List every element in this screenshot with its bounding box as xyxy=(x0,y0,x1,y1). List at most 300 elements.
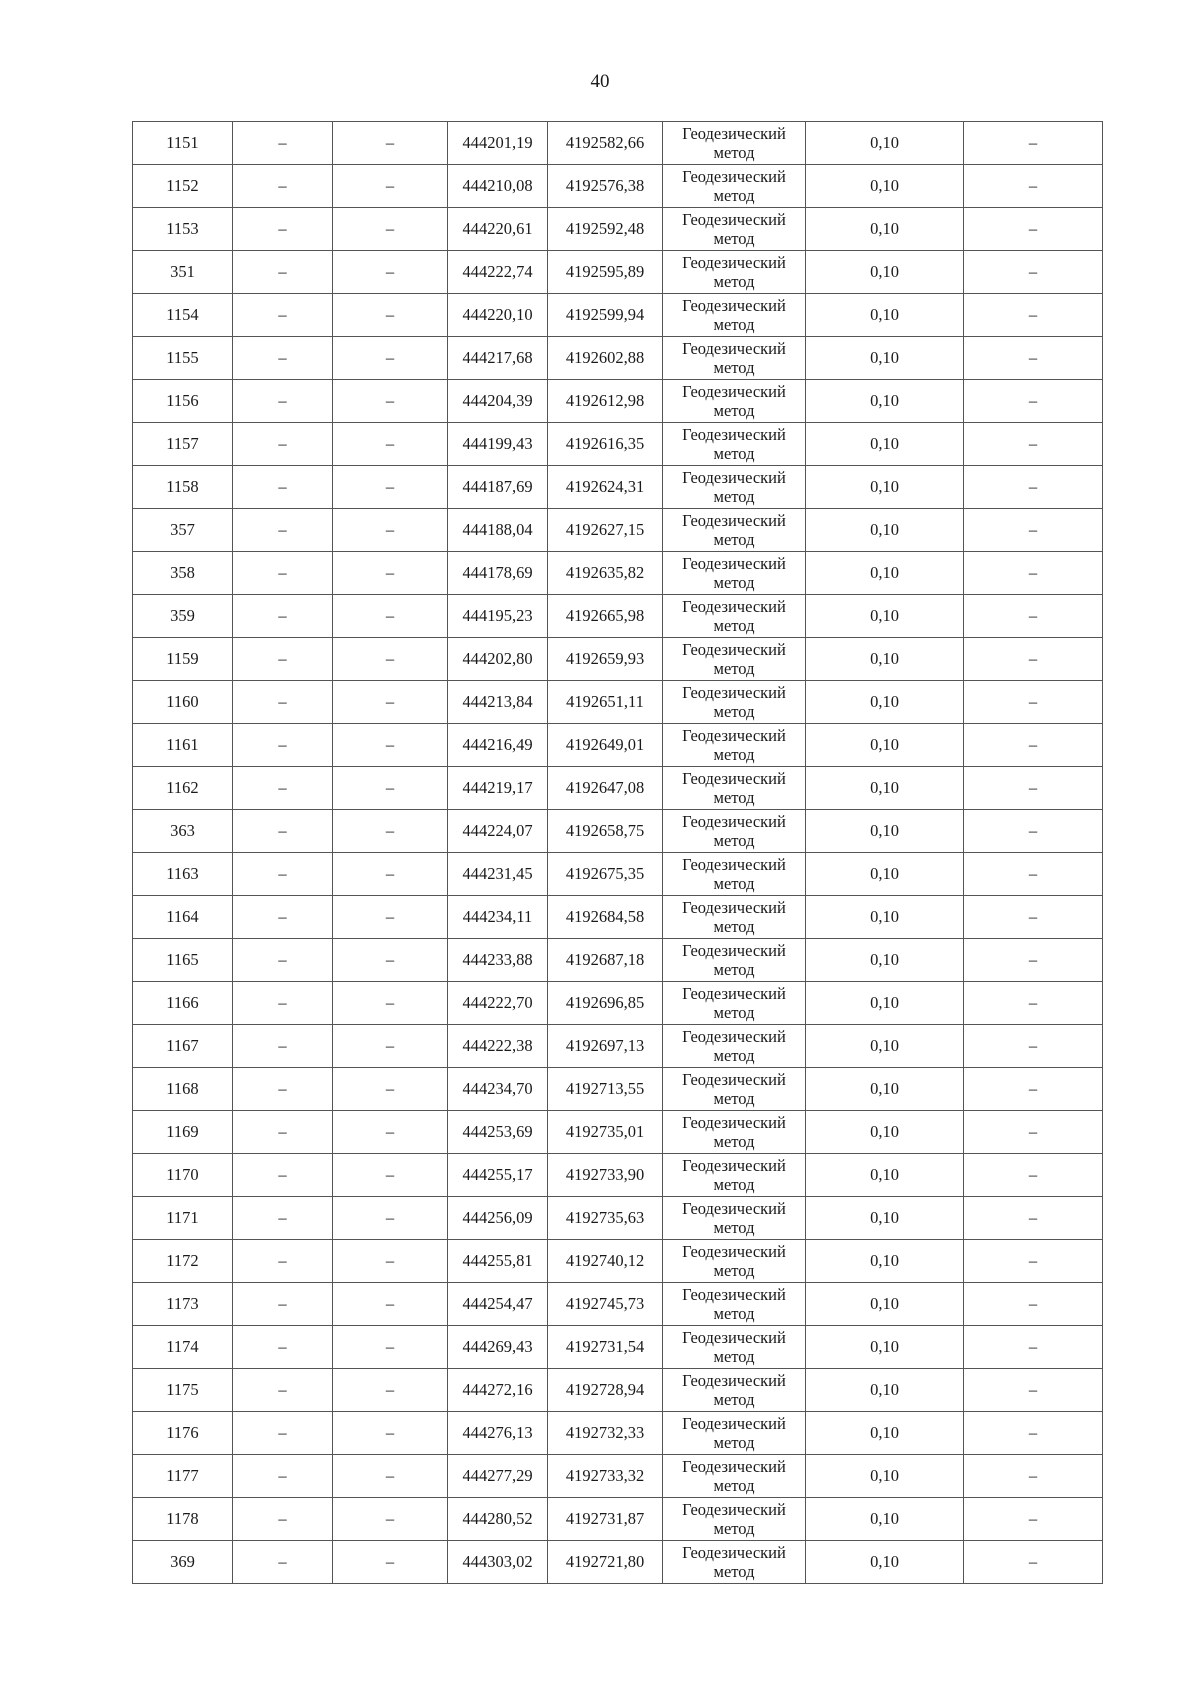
method-line-2: метод xyxy=(713,186,755,205)
method-line-2: метод xyxy=(713,917,755,936)
point-number: 1162 xyxy=(133,767,233,810)
method-line-1: Геодезический xyxy=(682,1457,786,1476)
dash-cell-3: – xyxy=(964,122,1103,165)
table-row xyxy=(133,1111,1103,1154)
accuracy-value: 0,10 xyxy=(806,122,964,165)
method-line-1: Геодезический xyxy=(682,339,786,358)
x-coordinate: 444276,13 xyxy=(448,1412,548,1455)
x-coordinate: 444195,23 xyxy=(448,595,548,638)
table-row xyxy=(133,337,1103,380)
dash-cell-2: – xyxy=(333,1541,448,1584)
accuracy-value: 0,10 xyxy=(806,724,964,767)
accuracy-value: 0,10 xyxy=(806,251,964,294)
y-coordinate: 4192735,01 xyxy=(548,1111,663,1154)
dash-cell-2: – xyxy=(333,1326,448,1369)
y-coordinate: 4192684,58 xyxy=(548,896,663,939)
method-cell xyxy=(663,810,806,853)
table-row xyxy=(133,251,1103,294)
y-coordinate: 4192697,13 xyxy=(548,1025,663,1068)
table-row xyxy=(133,1283,1103,1326)
method-cell xyxy=(663,337,806,380)
method-cell xyxy=(663,1283,806,1326)
table-row xyxy=(133,423,1103,466)
dash-cell-1: – xyxy=(233,1197,333,1240)
dash-cell-2: – xyxy=(333,466,448,509)
dash-cell-3: – xyxy=(964,337,1103,380)
dash-cell-1: – xyxy=(233,251,333,294)
y-coordinate: 4192624,31 xyxy=(548,466,663,509)
y-coordinate: 4192602,88 xyxy=(548,337,663,380)
dash-cell-1: – xyxy=(233,681,333,724)
point-number: 1160 xyxy=(133,681,233,724)
dash-cell-2: – xyxy=(333,1197,448,1240)
point-number: 1174 xyxy=(133,1326,233,1369)
method-line-2: метод xyxy=(713,315,755,334)
table-body xyxy=(133,122,1103,1584)
method-line-1: Геодезический xyxy=(682,769,786,788)
dash-cell-3: – xyxy=(964,1412,1103,1455)
dash-cell-3: – xyxy=(964,853,1103,896)
method-line-1: Геодезический xyxy=(682,1156,786,1175)
point-number: 357 xyxy=(133,509,233,552)
dash-cell-3: – xyxy=(964,380,1103,423)
dash-cell-2: – xyxy=(333,724,448,767)
table-row xyxy=(133,1025,1103,1068)
method-line-1: Геодезический xyxy=(682,984,786,1003)
dash-cell-3: – xyxy=(964,1111,1103,1154)
table-row xyxy=(133,1197,1103,1240)
dash-cell-1: – xyxy=(233,1369,333,1412)
dash-cell-1: – xyxy=(233,165,333,208)
method-line-1: Геодезический xyxy=(682,1285,786,1304)
method-line-1: Геодезический xyxy=(682,468,786,487)
table-row xyxy=(133,466,1103,509)
dash-cell-3: – xyxy=(964,595,1103,638)
method-cell xyxy=(663,380,806,423)
accuracy-value: 0,10 xyxy=(806,423,964,466)
method-cell xyxy=(663,466,806,509)
point-number: 1177 xyxy=(133,1455,233,1498)
y-coordinate: 4192576,38 xyxy=(548,165,663,208)
method-line-1: Геодезический xyxy=(682,382,786,401)
table-row xyxy=(133,1498,1103,1541)
accuracy-value: 0,10 xyxy=(806,294,964,337)
method-cell xyxy=(663,681,806,724)
method-cell xyxy=(663,1240,806,1283)
point-number: 1169 xyxy=(133,1111,233,1154)
dash-cell-2: – xyxy=(333,853,448,896)
accuracy-value: 0,10 xyxy=(806,1369,964,1412)
method-line-1: Геодезический xyxy=(682,683,786,702)
y-coordinate: 4192649,01 xyxy=(548,724,663,767)
x-coordinate: 444204,39 xyxy=(448,380,548,423)
dash-cell-3: – xyxy=(964,1068,1103,1111)
dash-cell-3: – xyxy=(964,982,1103,1025)
method-line-1: Геодезический xyxy=(682,554,786,573)
dash-cell-1: – xyxy=(233,939,333,982)
point-number: 1151 xyxy=(133,122,233,165)
dash-cell-3: – xyxy=(964,896,1103,939)
dash-cell-3: – xyxy=(964,294,1103,337)
method-line-1: Геодезический xyxy=(682,1113,786,1132)
dash-cell-2: – xyxy=(333,165,448,208)
dash-cell-1: – xyxy=(233,294,333,337)
dash-cell-2: – xyxy=(333,1412,448,1455)
method-line-1: Геодезический xyxy=(682,1371,786,1390)
method-cell xyxy=(663,896,806,939)
x-coordinate: 444234,70 xyxy=(448,1068,548,1111)
point-number: 1152 xyxy=(133,165,233,208)
point-number: 1176 xyxy=(133,1412,233,1455)
point-number: 359 xyxy=(133,595,233,638)
dash-cell-1: – xyxy=(233,982,333,1025)
x-coordinate: 444255,17 xyxy=(448,1154,548,1197)
method-line-1: Геодезический xyxy=(682,640,786,659)
method-line-2: метод xyxy=(713,530,755,549)
dash-cell-1: – xyxy=(233,337,333,380)
point-number: 363 xyxy=(133,810,233,853)
dash-cell-1: – xyxy=(233,724,333,767)
method-cell xyxy=(663,1541,806,1584)
accuracy-value: 0,10 xyxy=(806,1154,964,1197)
method-line-2: метод xyxy=(713,444,755,463)
table-row xyxy=(133,294,1103,337)
method-line-2: метод xyxy=(713,788,755,807)
method-line-1: Геодезический xyxy=(682,511,786,530)
method-cell xyxy=(663,1068,806,1111)
method-line-2: метод xyxy=(713,1347,755,1366)
table-row xyxy=(133,1240,1103,1283)
point-number: 1153 xyxy=(133,208,233,251)
accuracy-value: 0,10 xyxy=(806,982,964,1025)
x-coordinate: 444220,61 xyxy=(448,208,548,251)
method-line-2: метод xyxy=(713,874,755,893)
accuracy-value: 0,10 xyxy=(806,1498,964,1541)
table-row xyxy=(133,810,1103,853)
method-line-2: метод xyxy=(713,272,755,291)
dash-cell-1: – xyxy=(233,1068,333,1111)
method-line-1: Геодезический xyxy=(682,296,786,315)
x-coordinate: 444216,49 xyxy=(448,724,548,767)
dash-cell-2: – xyxy=(333,294,448,337)
y-coordinate: 4192721,80 xyxy=(548,1541,663,1584)
x-coordinate: 444234,11 xyxy=(448,896,548,939)
x-coordinate: 444178,69 xyxy=(448,552,548,595)
accuracy-value: 0,10 xyxy=(806,466,964,509)
accuracy-value: 0,10 xyxy=(806,1412,964,1455)
method-line-2: метод xyxy=(713,401,755,420)
dash-cell-3: – xyxy=(964,767,1103,810)
point-number: 1173 xyxy=(133,1283,233,1326)
method-cell xyxy=(663,1412,806,1455)
x-coordinate: 444187,69 xyxy=(448,466,548,509)
dash-cell-1: – xyxy=(233,767,333,810)
method-cell xyxy=(663,1154,806,1197)
dash-cell-2: – xyxy=(333,595,448,638)
method-cell xyxy=(663,509,806,552)
y-coordinate: 4192635,82 xyxy=(548,552,663,595)
method-line-1: Геодезический xyxy=(682,253,786,272)
x-coordinate: 444277,29 xyxy=(448,1455,548,1498)
accuracy-value: 0,10 xyxy=(806,767,964,810)
accuracy-value: 0,10 xyxy=(806,853,964,896)
table-row xyxy=(133,1455,1103,1498)
y-coordinate: 4192595,89 xyxy=(548,251,663,294)
point-number: 351 xyxy=(133,251,233,294)
method-cell xyxy=(663,853,806,896)
table-row xyxy=(133,165,1103,208)
dash-cell-3: – xyxy=(964,423,1103,466)
dash-cell-1: – xyxy=(233,1283,333,1326)
x-coordinate: 444220,10 xyxy=(448,294,548,337)
method-line-1: Геодезический xyxy=(682,1199,786,1218)
dash-cell-3: – xyxy=(964,724,1103,767)
dash-cell-2: – xyxy=(333,337,448,380)
dash-cell-2: – xyxy=(333,509,448,552)
accuracy-value: 0,10 xyxy=(806,165,964,208)
y-coordinate: 4192728,94 xyxy=(548,1369,663,1412)
y-coordinate: 4192713,55 xyxy=(548,1068,663,1111)
x-coordinate: 444231,45 xyxy=(448,853,548,896)
dash-cell-1: – xyxy=(233,595,333,638)
y-coordinate: 4192731,87 xyxy=(548,1498,663,1541)
method-cell xyxy=(663,724,806,767)
dash-cell-1: – xyxy=(233,1111,333,1154)
accuracy-value: 0,10 xyxy=(806,1197,964,1240)
dash-cell-1: – xyxy=(233,466,333,509)
dash-cell-1: – xyxy=(233,423,333,466)
method-cell xyxy=(663,251,806,294)
dash-cell-3: – xyxy=(964,165,1103,208)
dash-cell-3: – xyxy=(964,1283,1103,1326)
y-coordinate: 4192616,35 xyxy=(548,423,663,466)
method-line-2: метод xyxy=(713,659,755,678)
dash-cell-1: – xyxy=(233,1240,333,1283)
method-cell xyxy=(663,294,806,337)
x-coordinate: 444217,68 xyxy=(448,337,548,380)
dash-cell-1: – xyxy=(233,810,333,853)
dash-cell-2: – xyxy=(333,208,448,251)
point-number: 1159 xyxy=(133,638,233,681)
accuracy-value: 0,10 xyxy=(806,509,964,552)
point-number: 358 xyxy=(133,552,233,595)
method-line-2: метод xyxy=(713,1218,755,1237)
point-number: 1175 xyxy=(133,1369,233,1412)
point-number: 1167 xyxy=(133,1025,233,1068)
point-number: 1172 xyxy=(133,1240,233,1283)
x-coordinate: 444222,38 xyxy=(448,1025,548,1068)
y-coordinate: 4192740,12 xyxy=(548,1240,663,1283)
dash-cell-3: – xyxy=(964,1541,1103,1584)
accuracy-value: 0,10 xyxy=(806,1068,964,1111)
dash-cell-1: – xyxy=(233,208,333,251)
point-number: 1170 xyxy=(133,1154,233,1197)
table-row xyxy=(133,552,1103,595)
x-coordinate: 444254,47 xyxy=(448,1283,548,1326)
dash-cell-2: – xyxy=(333,681,448,724)
method-cell xyxy=(663,1455,806,1498)
method-cell xyxy=(663,208,806,251)
method-line-1: Геодезический xyxy=(682,898,786,917)
dash-cell-1: – xyxy=(233,1541,333,1584)
method-cell xyxy=(663,939,806,982)
x-coordinate: 444219,17 xyxy=(448,767,548,810)
y-coordinate: 4192612,98 xyxy=(548,380,663,423)
dash-cell-3: – xyxy=(964,1154,1103,1197)
dash-cell-1: – xyxy=(233,509,333,552)
method-line-1: Геодезический xyxy=(682,210,786,229)
y-coordinate: 4192735,63 xyxy=(548,1197,663,1240)
table-row xyxy=(133,1369,1103,1412)
table-row xyxy=(133,595,1103,638)
dash-cell-2: – xyxy=(333,810,448,853)
method-cell xyxy=(663,1326,806,1369)
dash-cell-3: – xyxy=(964,1369,1103,1412)
y-coordinate: 4192745,73 xyxy=(548,1283,663,1326)
method-line-2: метод xyxy=(713,1433,755,1452)
dash-cell-1: – xyxy=(233,380,333,423)
accuracy-value: 0,10 xyxy=(806,552,964,595)
accuracy-value: 0,10 xyxy=(806,1240,964,1283)
accuracy-value: 0,10 xyxy=(806,1326,964,1369)
method-line-2: метод xyxy=(713,358,755,377)
y-coordinate: 4192599,94 xyxy=(548,294,663,337)
table-row xyxy=(133,380,1103,423)
method-line-1: Геодезический xyxy=(682,855,786,874)
method-line-1: Геодезический xyxy=(682,941,786,960)
method-line-2: метод xyxy=(713,573,755,592)
x-coordinate: 444222,70 xyxy=(448,982,548,1025)
table-row xyxy=(133,724,1103,767)
method-cell xyxy=(663,165,806,208)
x-coordinate: 444303,02 xyxy=(448,1541,548,1584)
method-line-1: Геодезический xyxy=(682,726,786,745)
table-row xyxy=(133,1541,1103,1584)
dash-cell-2: – xyxy=(333,552,448,595)
x-coordinate: 444280,52 xyxy=(448,1498,548,1541)
method-cell xyxy=(663,767,806,810)
y-coordinate: 4192675,35 xyxy=(548,853,663,896)
method-line-2: метод xyxy=(713,1046,755,1065)
y-coordinate: 4192592,48 xyxy=(548,208,663,251)
dash-cell-2: – xyxy=(333,1283,448,1326)
point-number: 1161 xyxy=(133,724,233,767)
dash-cell-2: – xyxy=(333,767,448,810)
dash-cell-2: – xyxy=(333,380,448,423)
method-line-1: Геодезический xyxy=(682,167,786,186)
method-cell xyxy=(663,1025,806,1068)
dash-cell-2: – xyxy=(333,1111,448,1154)
dash-cell-2: – xyxy=(333,1455,448,1498)
accuracy-value: 0,10 xyxy=(806,380,964,423)
method-line-1: Геодезический xyxy=(682,1500,786,1519)
dash-cell-1: – xyxy=(233,1154,333,1197)
point-number: 1155 xyxy=(133,337,233,380)
method-line-1: Геодезический xyxy=(682,1070,786,1089)
dash-cell-3: – xyxy=(964,810,1103,853)
point-number: 369 xyxy=(133,1541,233,1584)
method-line-2: метод xyxy=(713,1261,755,1280)
dash-cell-1: – xyxy=(233,1326,333,1369)
table-row xyxy=(133,982,1103,1025)
dash-cell-1: – xyxy=(233,638,333,681)
table-row xyxy=(133,122,1103,165)
point-number: 1178 xyxy=(133,1498,233,1541)
y-coordinate: 4192651,11 xyxy=(548,681,663,724)
point-number: 1166 xyxy=(133,982,233,1025)
method-line-1: Геодезический xyxy=(682,1543,786,1562)
y-coordinate: 4192696,85 xyxy=(548,982,663,1025)
x-coordinate: 444222,74 xyxy=(448,251,548,294)
y-coordinate: 4192732,33 xyxy=(548,1412,663,1455)
method-cell xyxy=(663,122,806,165)
y-coordinate: 4192687,18 xyxy=(548,939,663,982)
table-row xyxy=(133,638,1103,681)
method-line-2: метод xyxy=(713,1003,755,1022)
page-number: 40 xyxy=(590,71,610,92)
dash-cell-3: – xyxy=(964,466,1103,509)
table-row xyxy=(133,509,1103,552)
dash-cell-1: – xyxy=(233,853,333,896)
accuracy-value: 0,10 xyxy=(806,1111,964,1154)
x-coordinate: 444199,43 xyxy=(448,423,548,466)
x-coordinate: 444269,43 xyxy=(448,1326,548,1369)
table-row xyxy=(133,767,1103,810)
method-line-2: метод xyxy=(713,1304,755,1323)
method-cell xyxy=(663,595,806,638)
dash-cell-3: – xyxy=(964,552,1103,595)
dash-cell-3: – xyxy=(964,251,1103,294)
dash-cell-2: – xyxy=(333,1369,448,1412)
point-number: 1163 xyxy=(133,853,233,896)
point-number: 1157 xyxy=(133,423,233,466)
dash-cell-1: – xyxy=(233,1498,333,1541)
method-line-2: метод xyxy=(713,960,755,979)
method-line-2: метод xyxy=(713,616,755,635)
y-coordinate: 4192665,98 xyxy=(548,595,663,638)
method-cell xyxy=(663,1498,806,1541)
method-line-1: Геодезический xyxy=(682,1328,786,1347)
dash-cell-3: – xyxy=(964,509,1103,552)
accuracy-value: 0,10 xyxy=(806,896,964,939)
point-number: 1164 xyxy=(133,896,233,939)
point-number: 1154 xyxy=(133,294,233,337)
accuracy-value: 0,10 xyxy=(806,810,964,853)
y-coordinate: 4192647,08 xyxy=(548,767,663,810)
y-coordinate: 4192733,90 xyxy=(548,1154,663,1197)
method-cell xyxy=(663,638,806,681)
dash-cell-1: – xyxy=(233,122,333,165)
method-cell xyxy=(663,1369,806,1412)
method-line-2: метод xyxy=(713,1519,755,1538)
table-row xyxy=(133,1412,1103,1455)
dash-cell-3: – xyxy=(964,1240,1103,1283)
coordinates-table xyxy=(132,121,1103,1584)
dash-cell-2: – xyxy=(333,1068,448,1111)
x-coordinate: 444201,19 xyxy=(448,122,548,165)
x-coordinate: 444272,16 xyxy=(448,1369,548,1412)
x-coordinate: 444256,09 xyxy=(448,1197,548,1240)
method-line-2: метод xyxy=(713,1476,755,1495)
dash-cell-1: – xyxy=(233,1412,333,1455)
dash-cell-1: – xyxy=(233,552,333,595)
dash-cell-2: – xyxy=(333,1154,448,1197)
table-row xyxy=(133,1326,1103,1369)
method-line-1: Геодезический xyxy=(682,425,786,444)
y-coordinate: 4192733,32 xyxy=(548,1455,663,1498)
table-row xyxy=(133,896,1103,939)
x-coordinate: 444253,69 xyxy=(448,1111,548,1154)
